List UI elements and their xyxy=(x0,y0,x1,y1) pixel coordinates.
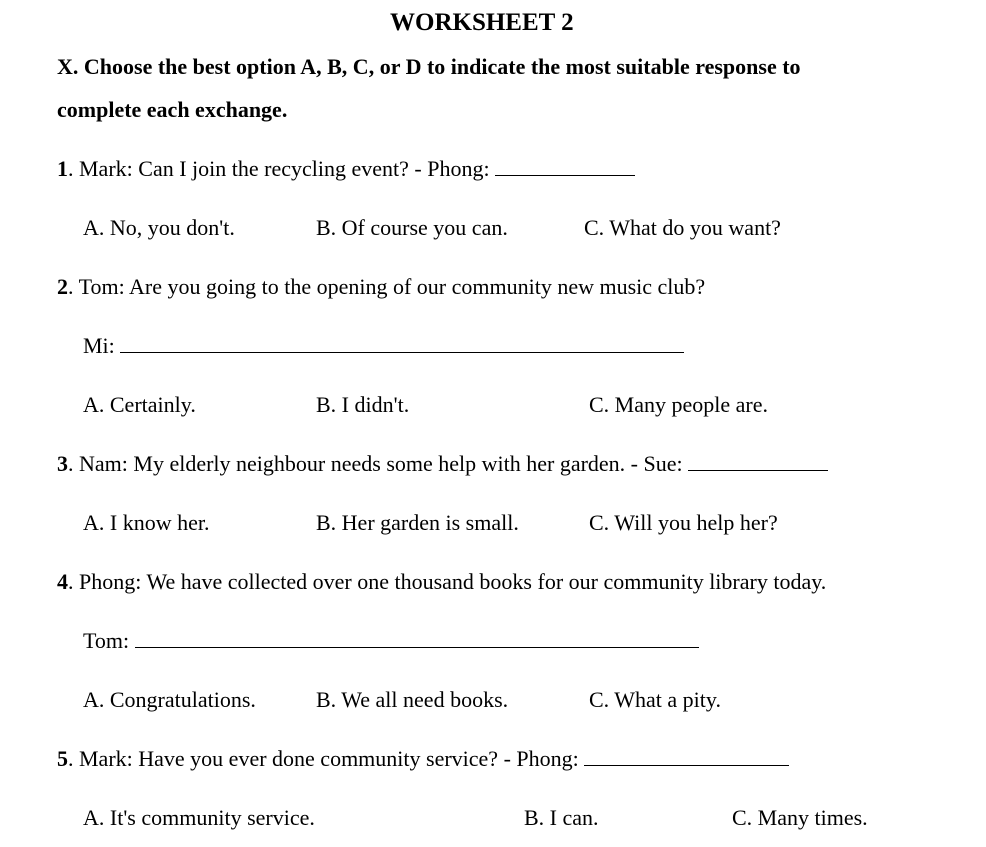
option-a[interactable]: A. Congratulations. xyxy=(83,687,256,712)
answer-label: Mi: xyxy=(83,333,115,358)
option-b[interactable]: B. We all need books. xyxy=(316,687,509,712)
option-b[interactable]: B. I can. xyxy=(524,805,599,830)
worksheet-title: WORKSHEET 2 xyxy=(390,9,574,36)
question-4 xyxy=(57,569,826,595)
answer-line xyxy=(83,628,699,654)
instruction-line-2: complete each exchange. xyxy=(57,97,288,122)
question-prompt: . Mark: Can I join the recycling event? - Phong: xyxy=(68,156,490,181)
question-number: 5 xyxy=(57,746,68,771)
option-c[interactable]: C. Will you help her? xyxy=(589,510,778,535)
question-1 xyxy=(57,156,635,182)
question-2 xyxy=(57,274,705,300)
question-number: 1 xyxy=(57,156,68,181)
question-5 xyxy=(57,746,789,772)
instruction-text: Choose the best option A, B, C, or D to indicate the most suitable response to xyxy=(83,54,801,79)
question-number: 3 xyxy=(57,451,68,476)
instruction-label: X. xyxy=(57,54,79,79)
answer-line xyxy=(83,333,684,359)
option-b[interactable]: B. I didn't. xyxy=(316,392,410,417)
question-prompt: . Phong: We have collected over one thousand books for our community library today. xyxy=(68,569,827,594)
option-b[interactable]: B. Of course you can. xyxy=(316,215,508,240)
option-a[interactable]: A. I know her. xyxy=(83,510,210,535)
question-3 xyxy=(57,451,828,477)
answer-blank[interactable] xyxy=(495,157,635,176)
option-a[interactable]: A. No, you don't. xyxy=(83,215,235,240)
answer-label: Tom: xyxy=(83,628,130,653)
instruction-line-1 xyxy=(57,54,801,80)
answer-blank[interactable] xyxy=(120,334,684,353)
option-c[interactable]: C. Many people are. xyxy=(589,392,768,417)
option-b[interactable]: B. Her garden is small. xyxy=(316,510,519,535)
answer-blank[interactable] xyxy=(135,629,699,648)
answer-blank[interactable] xyxy=(584,747,789,766)
question-prompt: . Nam: My elderly neighbour needs some help with her garden. - Sue: xyxy=(68,451,683,476)
question-number: 4 xyxy=(57,569,68,594)
question-prompt: . Mark: Have you ever done community service? - Phong: xyxy=(68,746,579,771)
option-c[interactable]: C. What do you want? xyxy=(584,215,781,240)
question-prompt: . Tom: Are you going to the opening of our community new music club? xyxy=(68,274,706,299)
question-number: 2 xyxy=(57,274,68,299)
option-c[interactable]: C. What a pity. xyxy=(589,687,721,712)
option-a[interactable]: A. Certainly. xyxy=(83,392,196,417)
option-a[interactable]: A. It's community service. xyxy=(83,805,315,830)
option-c[interactable]: C. Many times. xyxy=(732,805,868,830)
answer-blank[interactable] xyxy=(688,452,828,471)
